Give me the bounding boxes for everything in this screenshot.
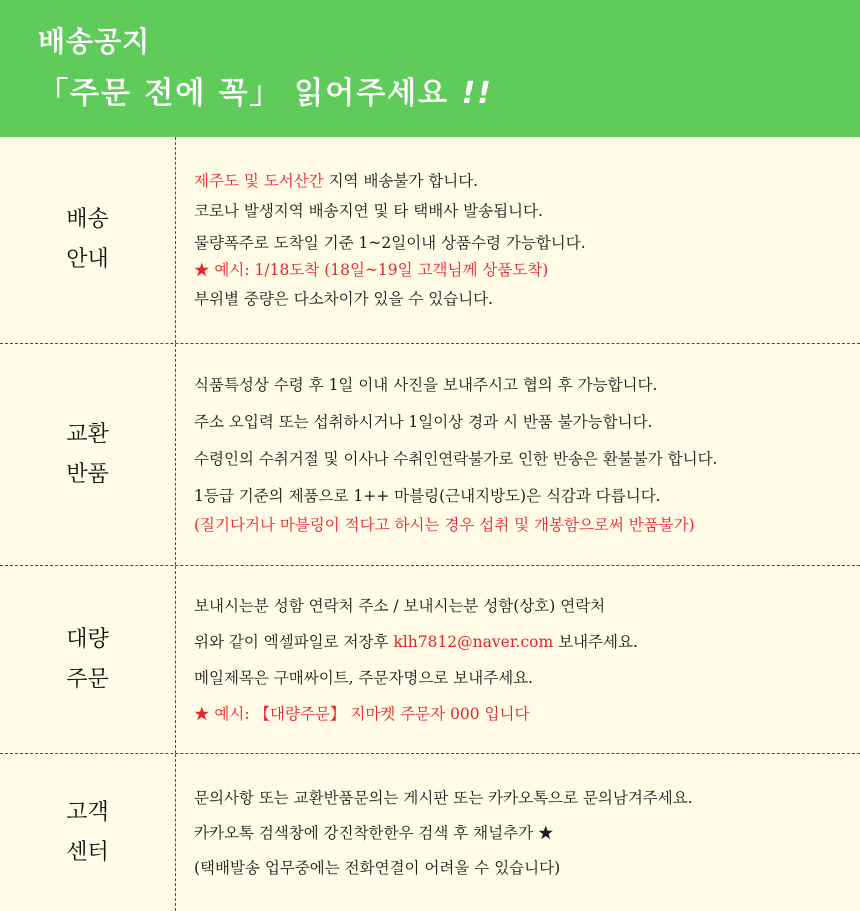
- line-text: 물량폭주로 도착일 기준 1~2일이내 상품수령 가능합니다.: [194, 234, 586, 252]
- notice-line: [194, 669, 860, 687]
- notice-line: [194, 261, 860, 279]
- line-text: ★ 예시: 【대량주문】 지마켓 주문자 000 입니다: [194, 704, 530, 723]
- notice-line: [194, 633, 860, 651]
- section-row-shipping-info: [0, 137, 860, 344]
- notice-line: [194, 376, 860, 394]
- line-text: (질기다거나 마블링이 적다고 하시는 경우 섭취 및 개봉함으로써 반품불가): [194, 515, 695, 534]
- notice-table: [0, 137, 860, 911]
- notice-subtitle: [38, 70, 860, 118]
- section-label-cell: [0, 344, 176, 565]
- line-text: 위와 같이 엑셀파일로 저장후: [194, 632, 394, 651]
- line-text: 보내시는분 성함 연락처 주소 / 보내시는분 성함(상호) 연락처: [194, 596, 606, 615]
- section-label-cell: [0, 566, 176, 753]
- notice-subtitle-emphasis: !!: [461, 76, 493, 111]
- section-content: [176, 566, 860, 753]
- notice-title: 배송공지: [38, 25, 151, 58]
- line-text: 코로나 발생지역 배송지연 및 타 택배사 발송됩니다.: [194, 202, 543, 220]
- section-label: 배송 안내: [66, 207, 109, 272]
- notice-line: [194, 859, 860, 877]
- notice-line: [194, 290, 860, 308]
- notice-line: [194, 234, 860, 252]
- line-text: 식품특성상 수령 후 1일 이내 사진을 보내주시고 협의 후 가능합니다.: [194, 375, 658, 394]
- notice-line: [194, 705, 860, 723]
- notice-line: [194, 824, 860, 842]
- section-content: [176, 344, 860, 565]
- line-text: ★ 예시: 1/18도착 (18일~19일 고객님께 상품도착): [194, 261, 549, 279]
- line-text: 카카오톡 검색창에 강진착한한우 검색 후 채널추가 ★: [194, 823, 554, 842]
- section-content: [176, 137, 860, 343]
- line-text: 지역 배송불가 합니다.: [323, 172, 479, 190]
- notice-line: [194, 172, 860, 190]
- line-text: 수령인의 수취거절 및 이사나 수취인연락불가로 인한 반송은 환불불가 합니다.: [194, 449, 718, 468]
- line-text: 보내주세요.: [553, 632, 638, 651]
- section-label: 대량 주문: [66, 626, 109, 692]
- notice-line: [194, 516, 860, 534]
- line-text: 제주도 및 도서산간: [194, 172, 324, 190]
- line-text: (택배발송 업무중에는 전화연결이 어려울 수 있습니다): [194, 858, 561, 877]
- section-content: [176, 754, 860, 911]
- section-row-exchange-return: [0, 344, 860, 566]
- notice-line: [194, 487, 860, 505]
- line-text: 메일제목은 구매싸이트, 주문자명으로 보내주세요.: [194, 668, 534, 687]
- section-label: 고객 센터: [66, 799, 109, 865]
- notice-line: [194, 789, 860, 807]
- section-label-cell: [0, 754, 176, 911]
- notice-subtitle-text: 「주문 전에 꼭」 읽어주세요: [38, 76, 450, 111]
- line-text: 1등급 기준의 제품으로 1++ 마블링(근내지방도)은 식감과 다릅니다.: [194, 486, 661, 505]
- section-row-bulk-order: [0, 566, 860, 754]
- notice-line: [194, 202, 860, 220]
- notice-header: [0, 0, 860, 137]
- section-label-cell: [0, 137, 176, 343]
- notice-line: [194, 450, 860, 468]
- email-address[interactable]: klh7812@naver.com: [393, 632, 554, 651]
- section-row-customer-center: [0, 754, 860, 911]
- notice-line: [194, 597, 860, 615]
- line-text: 주소 오입력 또는 섭취하시거나 1일이상 경과 시 반품 불가능합니다.: [194, 412, 653, 431]
- line-text: 부위별 중량은 다소차이가 있을 수 있습니다.: [194, 290, 494, 308]
- line-text: 문의사항 또는 교환반품문의는 게시판 또는 카카오톡으로 문의남겨주세요.: [194, 788, 693, 807]
- notice-line: [194, 413, 860, 431]
- section-label: 교환 반품: [66, 421, 109, 487]
